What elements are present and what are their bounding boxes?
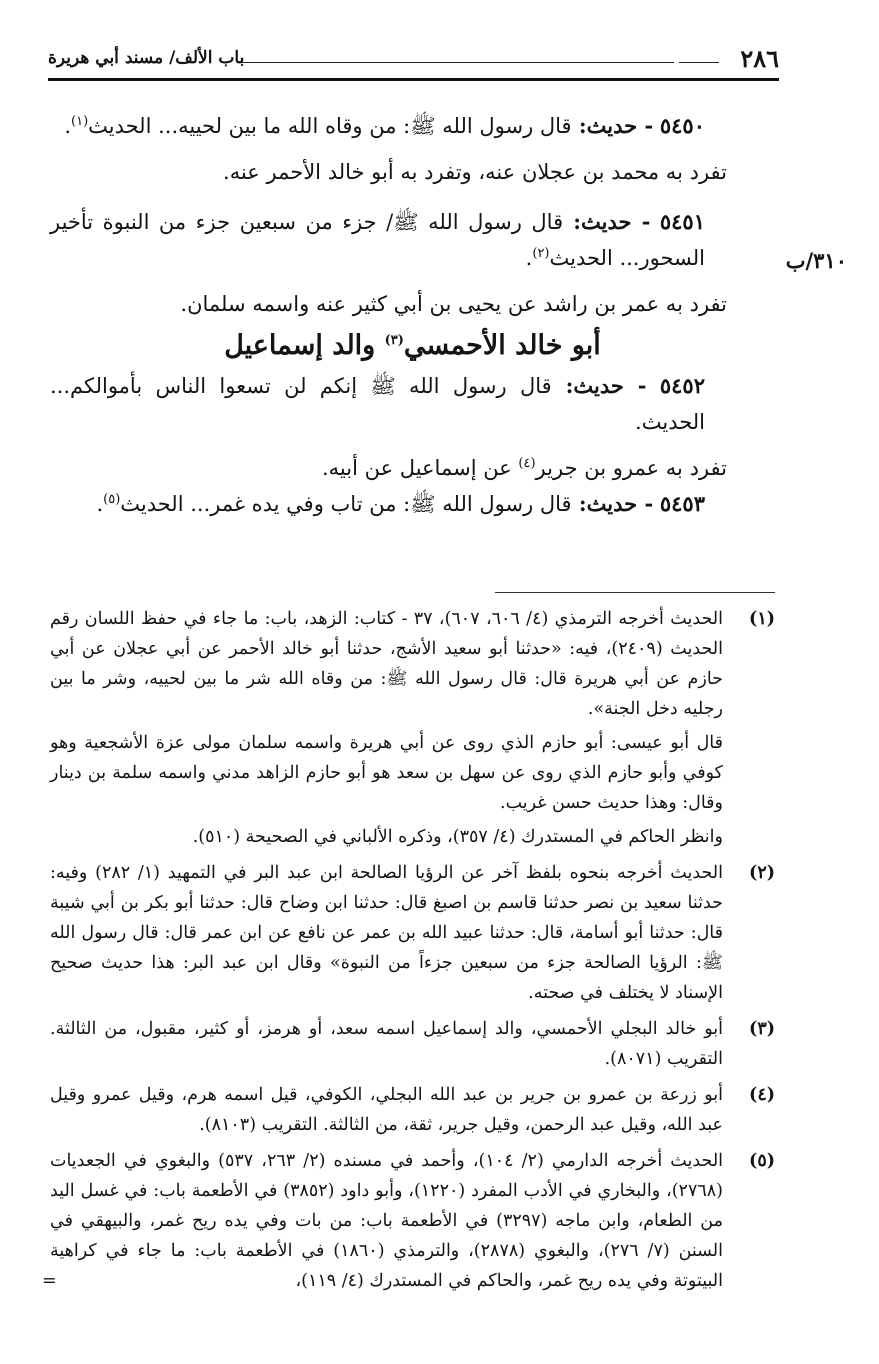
footnote-ref: (٥) xyxy=(103,492,121,507)
page-header xyxy=(48,44,779,78)
header-thin-rule xyxy=(238,62,674,63)
header-dash xyxy=(679,62,719,63)
hadith-number: ٥٤٥٣ xyxy=(659,491,705,516)
hadith-label: حديث xyxy=(586,491,638,516)
hadith-text: قال رسول الله ﷺ: من وقاه الله ما بين لحييه... الحديث xyxy=(88,114,572,138)
hadith-5453: ٥٤٥٣ - حديث: قال رسول الله ﷺ: من تاب وفي يده غمر... الحديث$^{(٥)}$. xyxy=(96,491,705,516)
hadith-5451: ٥٤٥١ - حديث: قال رسول الله ﷺ/ جزء من سبعين جزء من النبوة تأخير السحور... الحديث$^{(٢)}$. xyxy=(50,209,705,270)
hadith-text: قال رسول الله ﷺ: من تاب وفي يده غمر... الحديث xyxy=(120,492,572,516)
footnote-paragraph: قال أبو عيسى: أبو حازم الذي روى عن أبي هريرة واسمه سلمان مولى عزة الأشجعية وهو كوفي وأبو حازم الذي روى عن سهل بن سعد هو أبو حازم الزاهد مدني واسمه سلمة بن دينار وقال: وهذا حديث حسن غريب. xyxy=(50,733,723,813)
continuation-mark: = xyxy=(42,1271,57,1291)
footnote-3 xyxy=(50,1014,775,1074)
running-title: باب الألف/ مسند أبي هريرة xyxy=(48,48,245,68)
page-number: ٢٨٦ xyxy=(740,44,779,73)
footnote-5 xyxy=(42,1146,775,1296)
footnote-number: (٥) xyxy=(749,1151,775,1171)
section-title: أبو خالد الأحمسي$^{(٣)}$ والد إسماعيل xyxy=(224,330,601,361)
footnote-paragraph: أبو خالد البجلي الأحمسي، والد إسماعيل اسمه سعد، أو هرمز، أو كثير، مقبول، من الثالثة. التقريب (٨٠٧١). xyxy=(50,1019,723,1069)
footnote-number: (١) xyxy=(749,609,775,629)
manuscript-folio-note: ٣١٠/ب xyxy=(785,248,847,273)
hadith-text: قال رسول الله ﷺ/ جزء من سبعين جزء من النبوة تأخير السحور... الحديث xyxy=(50,210,705,270)
hadith-note: تفرد به عمرو بن جرير$^{(٤)}$ عن إسماعيل عن أبيه. xyxy=(321,456,727,480)
hadith-note: تفرد به محمد بن عجلان عنه، وتفرد به أبو خالد الأحمر عنه. xyxy=(223,160,727,184)
hadith-label: حديث xyxy=(573,373,624,398)
hadith-label: حديث xyxy=(586,113,638,138)
footnote-ref: (٢) xyxy=(532,246,550,261)
footnote-ref: (٣) xyxy=(384,333,404,348)
hadith-label: حديث xyxy=(581,209,632,234)
hadith-5452: ٥٤٥٢ - حديث: قال رسول الله ﷺ إنكم لن تسعوا الناس بأموالكم... الحديث. xyxy=(50,373,705,434)
hadith-text: قال رسول الله ﷺ إنكم لن تسعوا الناس بأموالكم... الحديث. xyxy=(50,374,705,434)
footnote-number: (٤) xyxy=(749,1085,775,1105)
hadith-number: ٥٤٥١ xyxy=(659,209,705,234)
hadith-5450: ٥٤٥٠ - حديث: قال رسول الله ﷺ: من وقاه الله ما بين لحييه... الحديث$^{(١)}$. xyxy=(64,113,705,138)
footnote-number: (٢) xyxy=(749,863,775,883)
footnote-2 xyxy=(50,858,775,1008)
footnotes xyxy=(42,604,775,1302)
footnote-ref: (٤) xyxy=(518,456,536,471)
footnote-ref: (١) xyxy=(71,114,89,129)
footnote-4 xyxy=(50,1080,775,1140)
hadith-number: ٥٤٥٠ xyxy=(659,113,705,138)
header-rule xyxy=(48,78,779,81)
footnote-paragraph: الحديث أخرجه الترمذي (٤/ ٦٠٦، ٦٠٧)، ٣٧ - كتاب: الزهد، باب: ما جاء في حفظ اللسان رقم الحديث (٢٤٠٩)، فيه: «حدثنا أبو سعيد الأشج، حدثنا أبو خالد الأحمر عن أبي عجلان عن أبي حازم عن أبي هريرة قال: قال رسول الله ﷺ: من وقاه الله شر ما بين لحييه، وشر ما بين رجليه دخل الجنة». xyxy=(50,609,723,719)
footnote-paragraph: الحديث أخرجه بنحوه بلفظ آخر عن الرؤيا الصالحة ابن عبد البر في التمهيد (١/ ٢٨٢) وفيه: حدثنا سعيد بن نصر حدثنا قاسم بن اصبغ قال: حدثنا ابن وضاح قال: حدثنا أبو بكر بن أبي شيبة قال: حدثنا أبو أسامة، قال: حدثنا عبيد الله بن عمر عن نافع عن ابن عمر قال: قال رسول الله ﷺ: الرؤيا الصالحة جزء من سبعين جزءاً من النبوة» وقال ابن عبد البر: هذا حديث صحيح الإسناد لا يختلف في صحته. xyxy=(50,863,723,1003)
footnote-paragraph: وانظر الحاكم في المستدرك (٤/ ٣٥٧)، وذكره الألباني في الصحيحة (٥١٠). xyxy=(192,827,723,847)
main-text xyxy=(50,108,775,522)
hadith-note: تفرد به عمر بن راشد عن يحيى بن أبي كثير عنه واسمه سلمان. xyxy=(180,292,727,316)
hadith-number: ٥٤٥٢ xyxy=(659,373,705,398)
footnote-paragraph: الحديث أخرجه الدارمي (٢/ ١٠٤)، وأحمد في مسنده (٢/ ٢٦٣، ٥٣٧) والبغوي في الجعديات (٢٧٦٨)، والبخاري في الأدب المفرد (١٢٢٠)، وأبو داود (٣٨٥٢) في الأطعمة باب: في غسل اليد من الطعام، وابن ماجه (٣٢٩٧) في الأطعمة باب: من بات وفي يده ريح غمر، والبيهقي في السنن (٧/ ٢٧٦)، والبغوي (٢٨٧٨)، والترمذي (١٨٦٠) في الأطعمة باب: ما جاء في كراهية البيتوتة وفي يده ريح غمر، والحاكم في المستدرك (٤/ ١١٩)، xyxy=(50,1151,724,1291)
footnote-separator xyxy=(495,592,775,593)
footnote-number: (٣) xyxy=(749,1019,775,1039)
footnote-1 xyxy=(50,604,775,852)
footnote-paragraph: أبو زرعة بن عمرو بن جرير بن عبد الله البجلي، الكوفي، قيل اسمه هرم، وقيل عمرو وقيل عبد الله، وقيل عبد الرحمن، وقيل جرير، ثقة، من الثالثة. التقريب (٨١٠٣). xyxy=(50,1085,723,1135)
